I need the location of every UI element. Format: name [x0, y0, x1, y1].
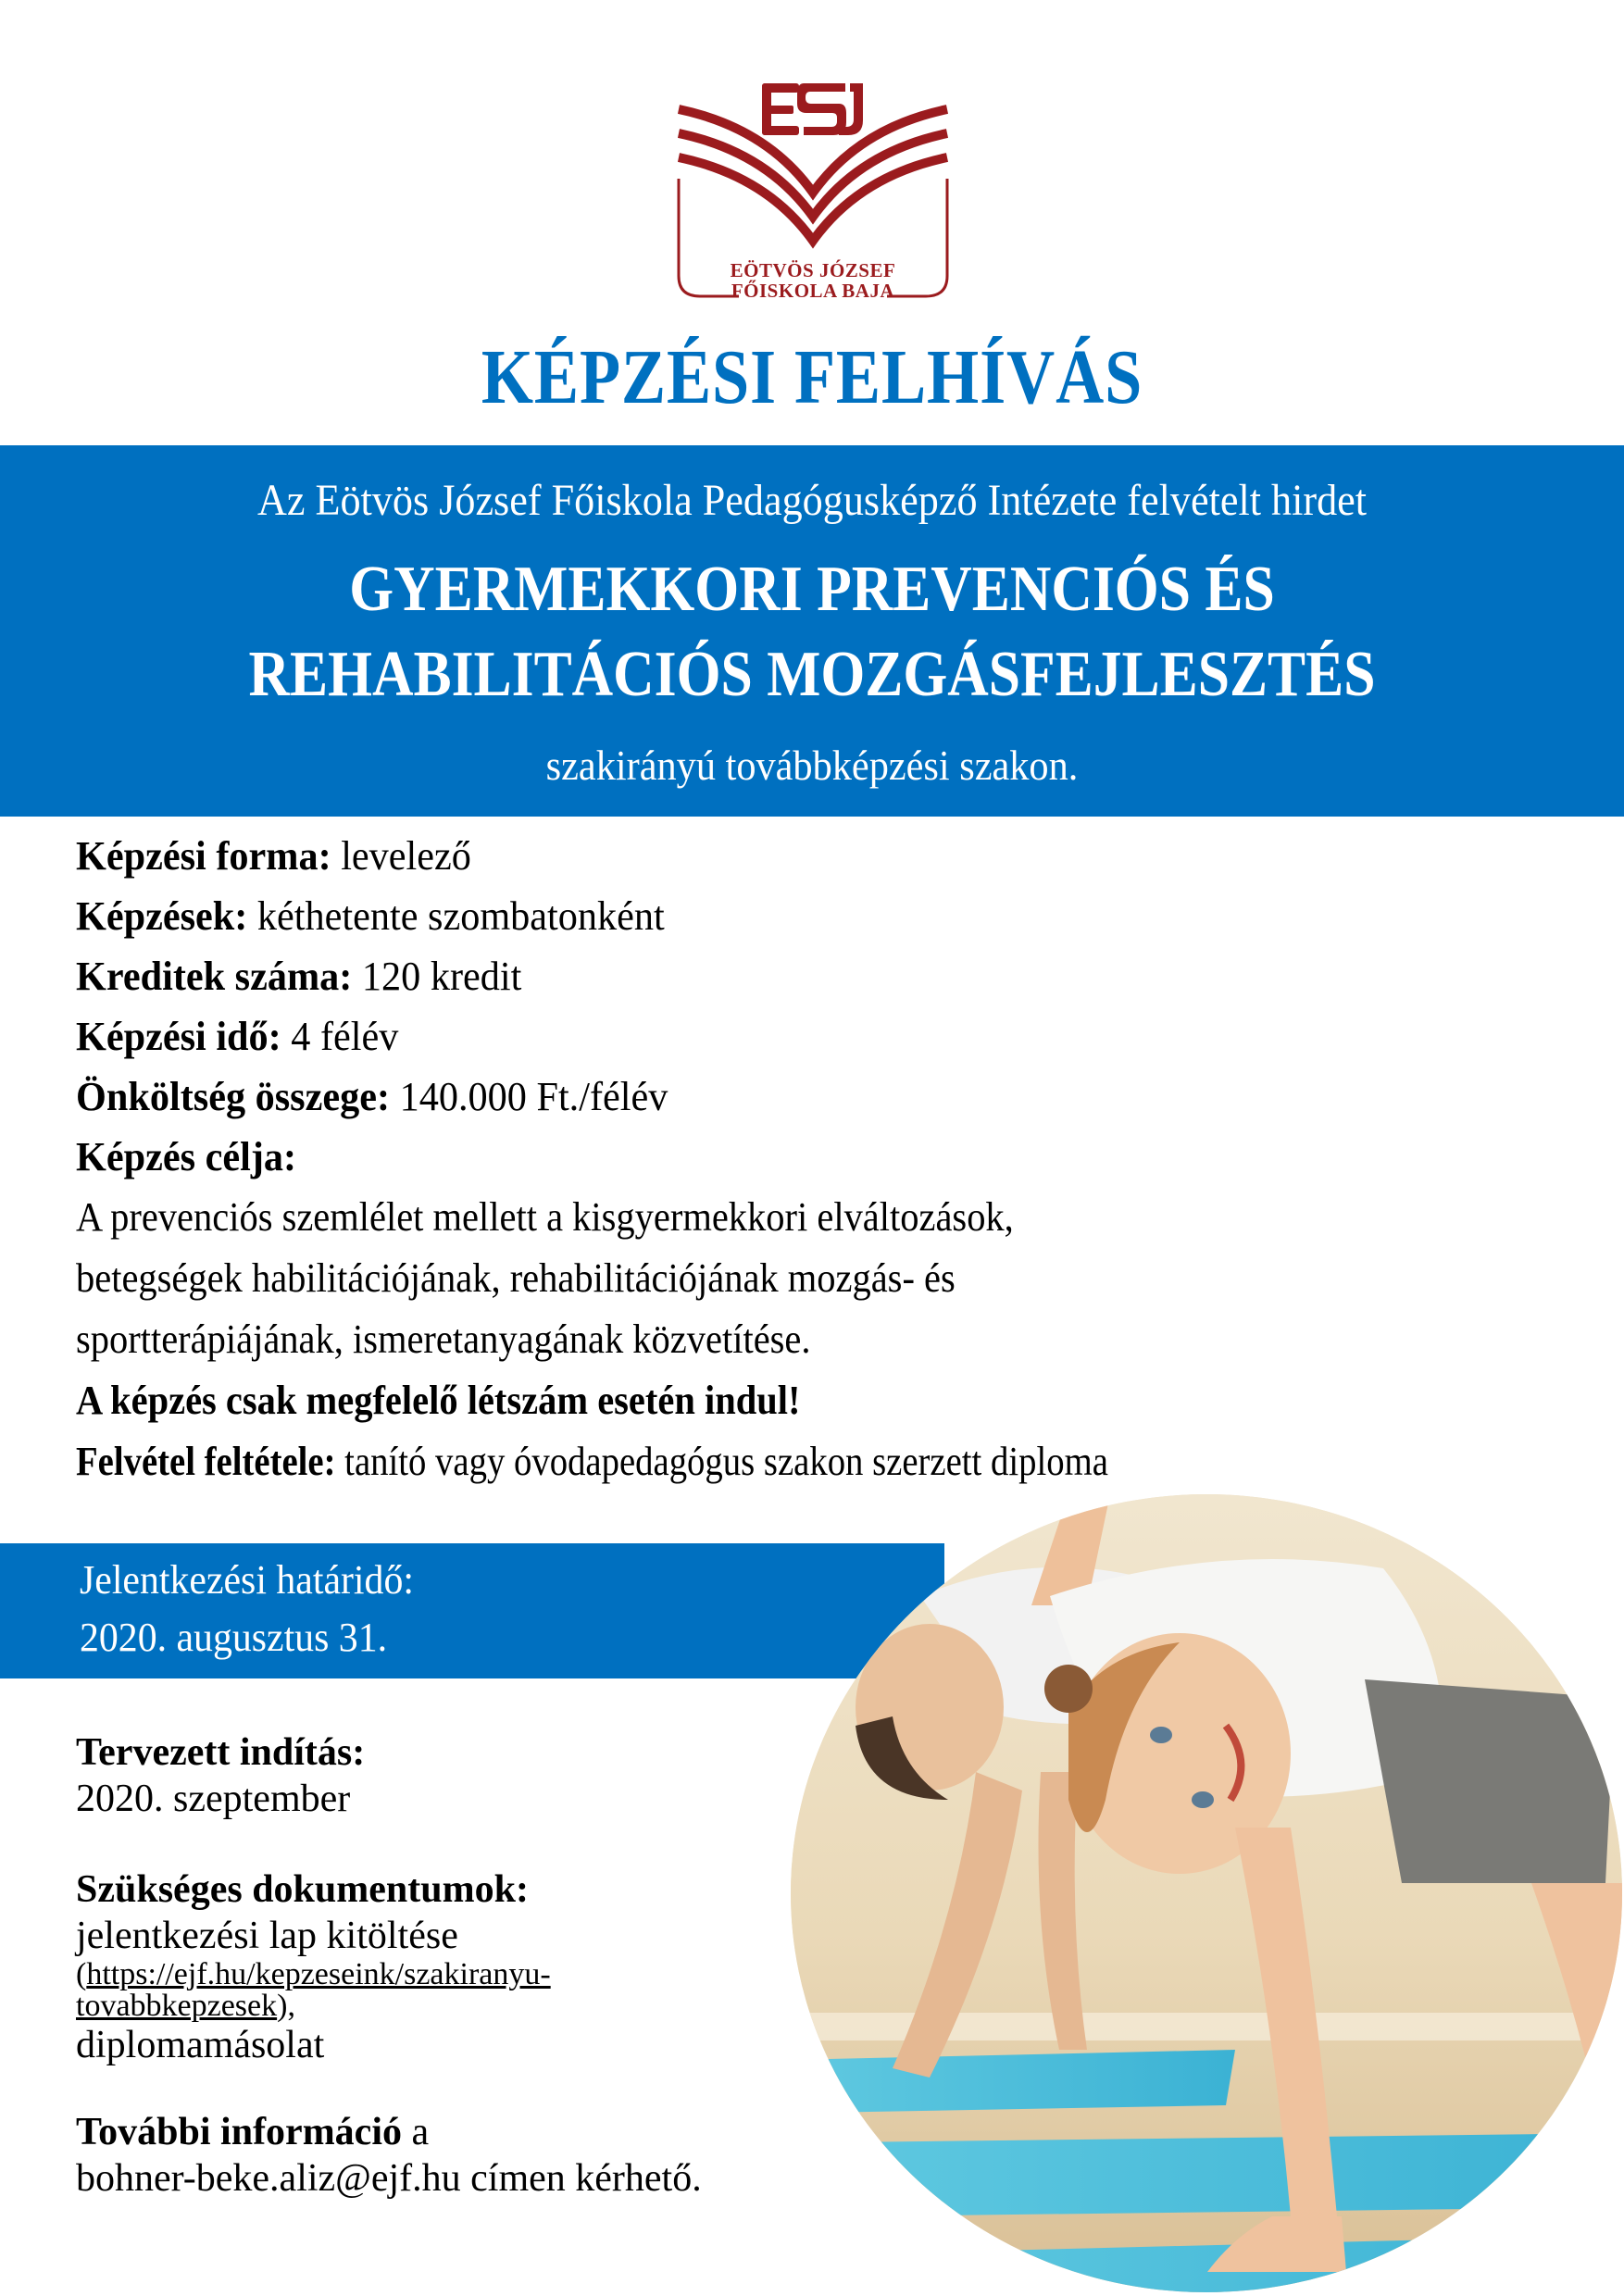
goal-label: Képzés célja: — [76, 1134, 297, 1179]
detail-row-credits — [76, 946, 1516, 1006]
page-title: KÉPZÉSI FELHÍVÁS — [481, 334, 1143, 420]
program-banner — [0, 445, 1624, 817]
documents-item-diploma: diplomamásolat — [76, 2024, 325, 2066]
detail-label: Kreditek száma: — [76, 954, 353, 999]
detail-value: 140.000 Ft./félév — [399, 1074, 668, 1119]
additional-info — [76, 1729, 798, 2202]
detail-value: 4 félév — [291, 1014, 399, 1059]
goal-line: A prevenciós szemlélet mellett a kisgyermekkori elváltozások, — [76, 1194, 1014, 1240]
logo-text-line2: FŐISKOLA BAJA — [731, 280, 895, 302]
detail-value: kéthetente szombatonként — [256, 893, 665, 939]
banner-suffix: szakirányú továbbképzési szakon. — [545, 742, 1079, 789]
deadline-banner — [0, 1543, 944, 1678]
goal-line: betegségek habilitációjának, rehabilitációjának mozgás- és — [76, 1255, 956, 1301]
application-form-link[interactable]: https://ejf.hu/kepzeseink/szakiranyu- — [86, 1957, 551, 1991]
detail-row-tuition — [76, 1067, 1516, 1127]
detail-value: levelező — [341, 833, 471, 879]
detail-label: Önköltség összege: — [76, 1074, 391, 1119]
contact-email[interactable]: bohner-beke.aliz@ejf.hu — [76, 2157, 461, 2200]
program-name — [97, 547, 1527, 718]
detail-value: 120 kredit — [361, 954, 522, 999]
documents-item-form: jelentkezési lap kitöltése — [76, 1915, 458, 1957]
contact-suffix: címen kérhető. — [460, 2157, 702, 2200]
minimum-enrollment-notice: A képzés csak megfelelő létszám esetén indul! — [76, 1378, 801, 1423]
contact-label: További információ — [76, 2111, 402, 2153]
children-yoga-photo — [791, 1494, 1622, 2292]
detail-row-duration — [76, 1006, 1516, 1067]
link-open-paren: ( — [76, 1957, 87, 1991]
detail-label: Képzési idő: — [76, 1014, 281, 1059]
admission-requirement — [76, 1431, 1396, 1492]
college-logo — [674, 81, 952, 304]
application-form-link-continued[interactable]: tovabbkepzesek — [76, 1989, 278, 2023]
deadline-date: 2020. augusztus 31. — [80, 1615, 388, 1660]
detail-label: Képzési forma: — [76, 833, 331, 879]
goal-line: sportterápiájának, ismeretanyagának közvetítése. — [76, 1316, 811, 1362]
contact-label-suffix: a — [402, 2111, 430, 2153]
program-name-line1: GYERMEKKORI PREVENCIÓS ÉS — [349, 554, 1275, 625]
admission-label: Felvétel feltétele: — [76, 1439, 336, 1484]
start-label: Tervezett indítás: — [76, 1731, 366, 1774]
detail-row-sessions — [76, 886, 1516, 946]
documents-link-line1 — [76, 1959, 798, 1990]
goal-heading — [76, 1127, 1516, 1187]
documents-label: Szükséges dokumentumok: — [76, 1868, 529, 1911]
documents-link-line2 — [76, 1990, 798, 2022]
deadline-label: Jelentkezési határidő: — [80, 1557, 414, 1603]
photo-illustration-icon — [791, 1494, 1622, 2292]
link-close-paren: ), — [277, 1989, 295, 2023]
banner-intro: Az Eötvös József Főiskola Pedagógusképző Intézete felvételt hirdet — [256, 476, 1368, 525]
contact-heading — [76, 2109, 798, 2155]
contact-line — [76, 2155, 798, 2202]
detail-label: Képzések: — [76, 893, 248, 939]
detail-row-form — [76, 826, 1516, 886]
start-value: 2020. szeptember — [76, 1778, 351, 1820]
course-details — [76, 826, 1576, 1492]
program-name-line2: REHABILITÁCIÓS MOZGÁSFEJLESZTÉS — [248, 639, 1376, 710]
admission-value: tanító vagy óvodapedagógus szakon szerzett diploma — [344, 1439, 1108, 1484]
logo-text-line1: EÖTVÖS JÓZSEF — [730, 259, 896, 281]
